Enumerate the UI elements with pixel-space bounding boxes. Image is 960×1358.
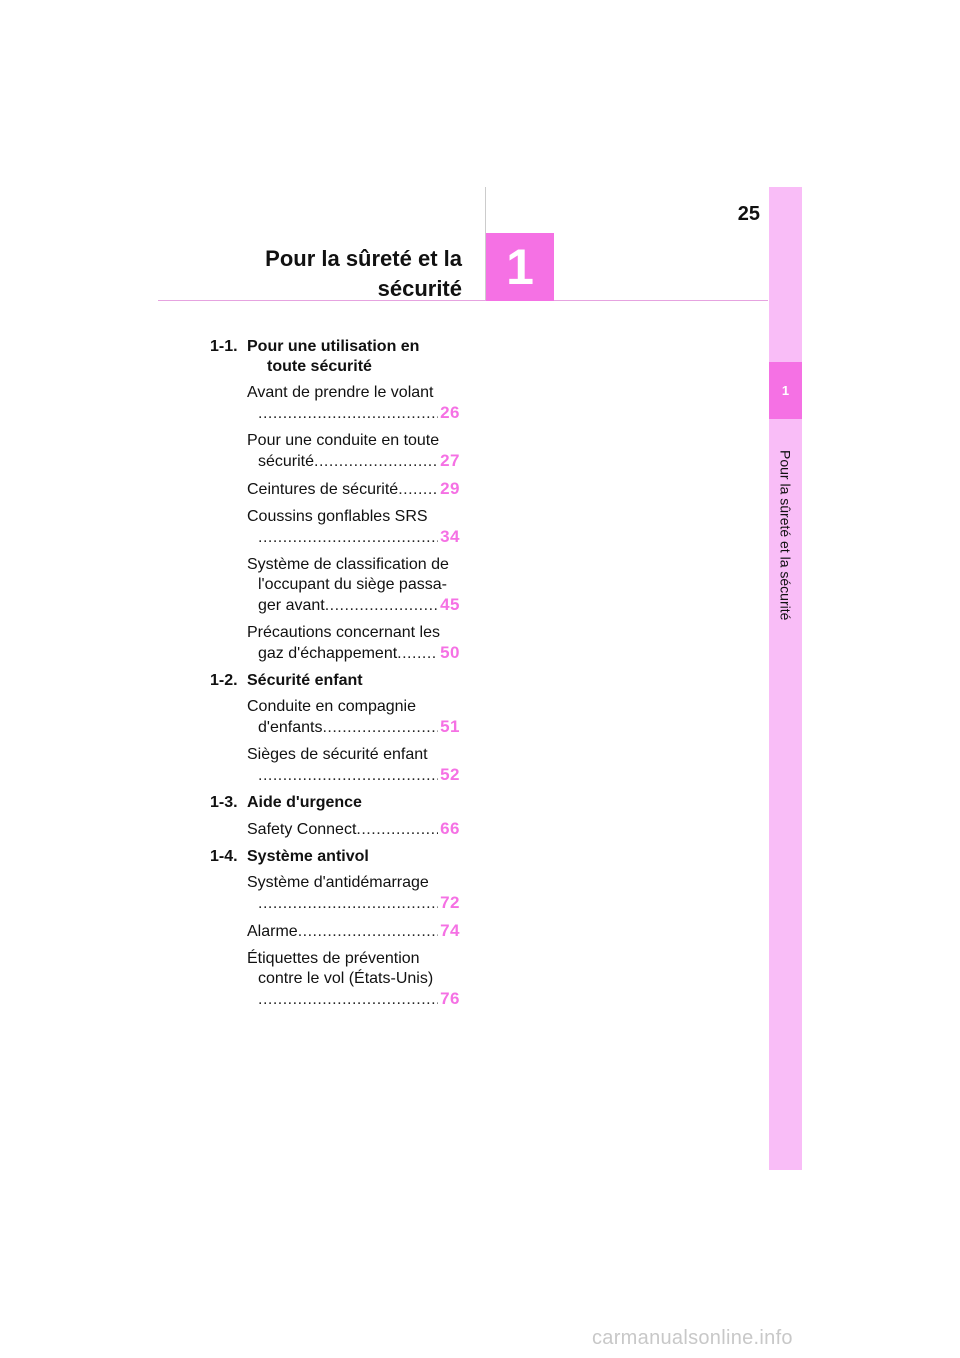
leader-dots	[397, 644, 438, 664]
leader-dots	[356, 820, 438, 840]
leader-dots	[325, 596, 438, 616]
side-tab-chapter-number[interactable]: 1	[769, 362, 802, 419]
section-number: 1-1.	[210, 338, 238, 355]
entry-title-continued: l'occupant du siège passa-	[258, 576, 447, 593]
table-of-contents	[210, 337, 460, 1017]
chapter-title-line2: sécurité	[377, 276, 462, 301]
section-title: Sécurité enfant	[247, 672, 363, 689]
watermark: carmanualsonline.info	[592, 1327, 793, 1349]
leader-dots	[298, 922, 438, 942]
entry-title: Précautions concernant les	[247, 624, 440, 641]
entry-title: Coussins gonflables SRS	[247, 508, 428, 525]
leader-dots	[258, 404, 438, 424]
toc-section[interactable]	[210, 671, 460, 691]
toc-entry[interactable]	[247, 555, 460, 616]
leader-dots	[258, 894, 438, 914]
side-tab-title	[769, 430, 802, 640]
page-reference-link[interactable]: 76	[440, 989, 460, 1008]
page-number: 25	[737, 203, 760, 225]
leader-dots	[314, 452, 438, 472]
chapter-title-line1: Pour la sûreté et la	[265, 246, 462, 271]
page-reference-link[interactable]: 27	[440, 451, 460, 470]
leader-dots	[322, 718, 438, 738]
page-reference-link[interactable]: 72	[440, 893, 460, 912]
section-title: Système antivol	[247, 848, 369, 865]
side-tab	[769, 187, 802, 1170]
toc-entry[interactable]	[247, 745, 460, 786]
page-reference-link[interactable]: 51	[440, 717, 460, 736]
entry-title: Pour une conduite en toute	[247, 432, 440, 449]
leader-dots	[398, 480, 438, 500]
entry-title-continued: sécurité	[258, 453, 315, 470]
entry-title-continued: contre le vol (États-Unis)	[258, 970, 434, 987]
entry-title: Sièges de sécurité enfant	[247, 746, 428, 763]
page-reference-link[interactable]: 26	[440, 403, 460, 422]
toc-entry[interactable]	[247, 431, 460, 472]
page-reference-link[interactable]: 66	[440, 819, 460, 838]
entry-title: Alarme	[247, 923, 298, 940]
entry-title-continued: ger avant	[258, 597, 325, 614]
page-reference-link[interactable]: 45	[440, 595, 460, 614]
toc-entry[interactable]	[247, 819, 460, 840]
chapter-title	[200, 244, 462, 304]
entry-title: Ceintures de sécurité	[247, 481, 399, 498]
leader-dots	[258, 528, 438, 548]
section-number: 1-3.	[210, 794, 238, 811]
section-title: Pour une utilisation en toute sécurité	[247, 338, 420, 375]
page-reference-link[interactable]: 74	[440, 921, 460, 940]
section-number: 1-2.	[210, 672, 238, 689]
section-title: Aide d'urgence	[247, 794, 362, 811]
page-reference-link[interactable]: 50	[440, 643, 460, 662]
entry-title: Safety Connect	[247, 821, 357, 838]
section-number: 1-4.	[210, 848, 238, 865]
chapter-number-box: 1	[486, 233, 554, 301]
toc-section[interactable]	[210, 847, 460, 867]
side-tab-title-text: Pour la sûreté et la sécurité	[777, 449, 794, 621]
page-reference-link[interactable]: 52	[440, 765, 460, 784]
toc-entry[interactable]	[247, 873, 460, 914]
toc-entry[interactable]	[247, 479, 460, 500]
toc-entry[interactable]	[247, 623, 460, 664]
toc-entry[interactable]	[247, 507, 460, 548]
toc-entry[interactable]	[247, 697, 460, 738]
toc-section[interactable]	[210, 793, 460, 813]
page-reference-link[interactable]: 34	[440, 527, 460, 546]
entry-title: Étiquettes de prévention	[247, 950, 420, 967]
entry-title: Système d'antidémarrage	[247, 874, 429, 891]
entry-title-continued: gaz d'échappement	[258, 645, 398, 662]
toc-entry[interactable]	[247, 949, 460, 1010]
entry-title-continued: d'enfants	[258, 719, 323, 736]
leader-dots	[258, 766, 438, 786]
toc-entry[interactable]	[247, 383, 460, 424]
leader-dots	[258, 990, 438, 1010]
entry-title: Système de classification de	[247, 556, 449, 573]
toc-section[interactable]	[210, 337, 460, 377]
entry-title: Avant de prendre le volant	[247, 384, 434, 401]
entry-title: Conduite en compagnie	[247, 698, 417, 715]
toc-entry[interactable]	[247, 921, 460, 942]
page-reference-link[interactable]: 29	[440, 479, 460, 498]
